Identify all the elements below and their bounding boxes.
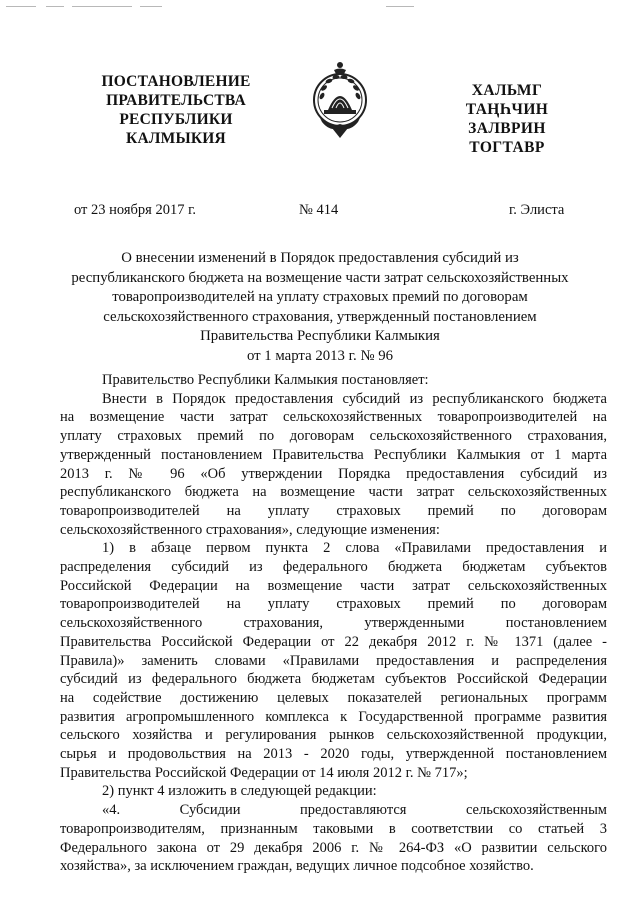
scan-artifact-marks [6,6,426,10]
body-line: «4. Субсидии предоставляются сельскохозяйственным [102,802,607,819]
body-line: 2) пункт 4 изложить в следующей редакции: [102,783,377,800]
document-body [60,371,607,876]
body-line: Внести в Порядок предоставления субсидий из республиканского бюджета [102,390,607,407]
body-line: на возмещение части затрат сельскохозяйственных товаропроизводителей на [60,409,607,426]
document-title [60,249,580,366]
body-line: республиканского бюджета на возмещение части затрат сельскохозяйственных [60,484,607,501]
body-line: распределения субсидий из федерального бюджета бюджетам субъектов [60,559,607,576]
body-line: товаропроизводителей на уплату страховых премий по договорам [60,502,607,519]
document-date: от 23 ноября 2017 г. [74,202,197,218]
title-line: сельскохозяйственного страхования, утвержденный постановлением [103,308,537,325]
body-line: 2013 г. № 96 «Об утверждении Порядка предоставления субсидий из [60,465,607,482]
body-line: Правительство Республики Калмыкия постановляет: [102,372,429,388]
body-line: Правительства Российской Федерации от 22 декабря 2012 г. № 1371 (далее - [60,633,607,650]
body-line: уплату страховых премий по договорам сельскохозяйственного страхования, [60,428,607,445]
body-line: хозяйства», за исключением граждан, ведущих личное подсобное хозяйство. [60,858,534,875]
header-left-line: ПРАВИТЕЛЬСТВА [106,92,246,109]
header-left-line: КАЛМЫКИЯ [126,130,226,147]
header-right-line: ХАЛЬМГ [471,82,543,99]
title-line: О внесении изменений в Порядок предоставления субсидий из [121,250,519,266]
title-line: республиканского бюджета на возмещение части затрат сельскохозяйственных [71,269,569,286]
body-line: Федерального закона от 29 декабря 2006 г. № 264-ФЗ «О развитии сельского [60,839,607,856]
title-line: Правительства Республики Калмыкия [200,328,440,344]
body-line: сырья и продовольствия на 2013 - 2020 годы, утвержденной постановлением [60,746,607,763]
body-line: Правительства Российской Федерации от 14 июля 2012 г. № 717»; [60,764,468,781]
body-line: Правила)» заменить словами «Правилами предоставления и распределения [60,652,607,669]
body-line: Российской Федерации на возмещение части затрат сельскохозяйственных [60,577,607,594]
body-line: субсидий из федерального бюджета бюджетам субъектов Российской Федерации [60,671,607,688]
body-line: развития агропромышленного комплекса к Государственной программе развития [60,708,607,725]
header-right-line: ТАҢҺЧИН [465,101,549,118]
header-left-line: РЕСПУБЛИКИ [119,111,233,128]
body-line: утвержденный постановлением Правительства Республики Калмыкия от 1 марта [60,446,607,463]
body-line: товаропроизводителям, признанным таковыми в соответствии со статьей 3 [60,820,607,837]
header-right-kalmyk [448,81,566,157]
header-left-russian [96,72,256,148]
coat-of-arms-icon [310,58,370,140]
header-right-line: ЗАЛВРИН [468,120,546,137]
title-line: от 1 марта 2013 г. № 96 [246,347,394,364]
body-line: сельскохозяйственного страхования, утвержденными постановлением [60,615,607,632]
body-line: 1) в абзаце первом пункта 2 слова «Правилами предоставления и [102,540,607,557]
document-number: № 414 [299,202,339,218]
body-line: сельскохозяйственного страхования», следующие изменения: [60,521,440,538]
body-line: на содействие достижению целевых показателей региональных программ [60,689,607,706]
body-line: сельского хозяйства и регулирования рынков сельскохозяйственной продукции, [60,727,607,744]
header-left-line: ПОСТАНОВЛЕНИЕ [101,73,251,90]
header-right-line: ТОГТАВР [469,139,545,156]
body-line: товаропроизводителей на уплату страховых премий по договорам [60,596,607,613]
document-city: г. Элиста [509,202,565,218]
title-line: товаропроизводителей на уплату страховых премий по договорам [112,289,528,305]
